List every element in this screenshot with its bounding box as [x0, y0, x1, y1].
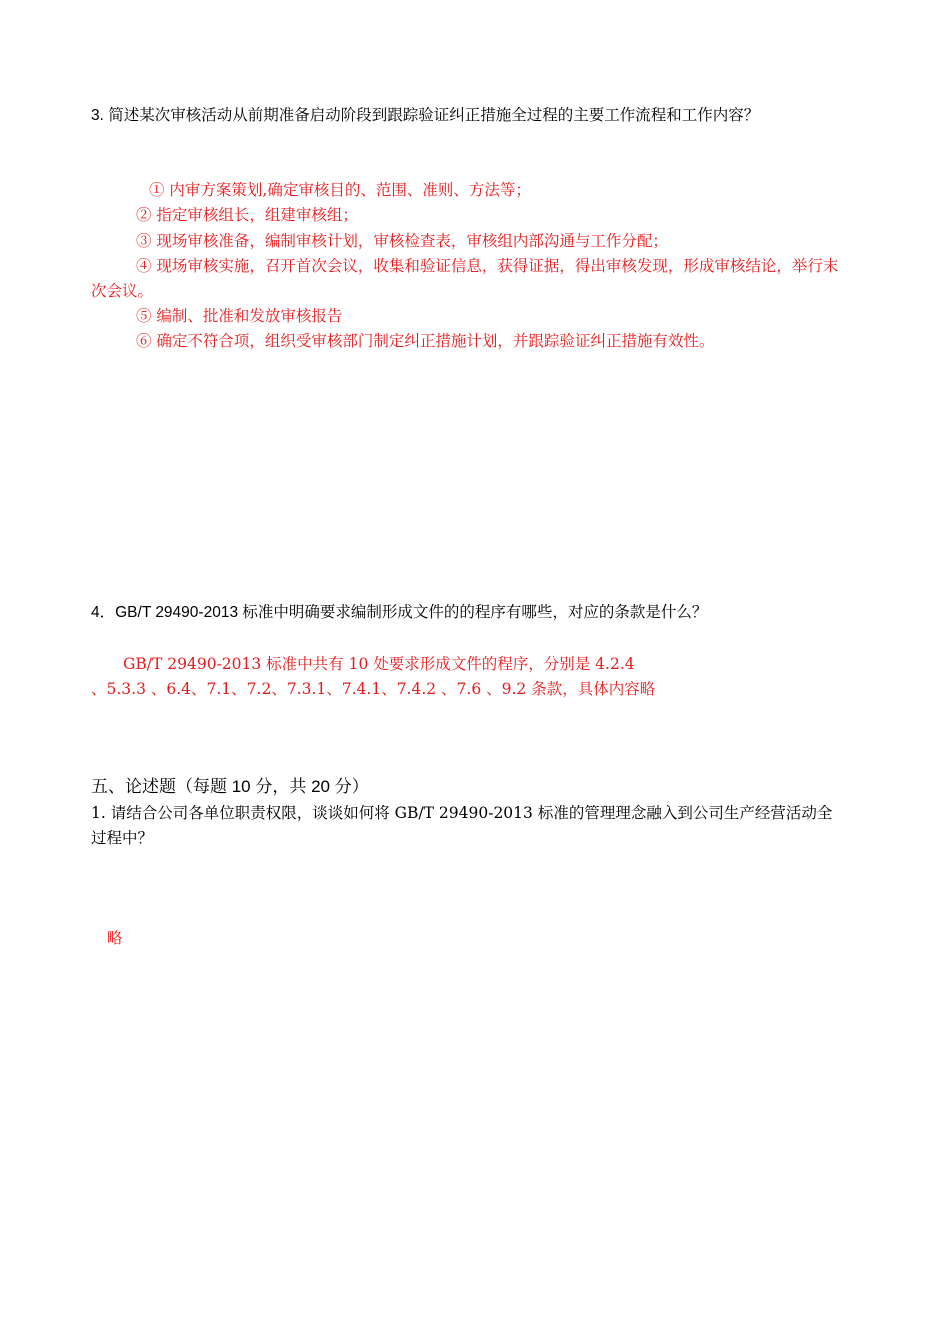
question-3: 3. 简述某次审核活动从前期准备启动阶段到跟踪验证纠正措施全过程的主要工作流程和工作内容？: [91, 107, 760, 124]
answer-line-2: 、5.3.3 、6.4、7.1、7.2、7.3.1、7.4.1、7.4.2 、7.6 、9.2 条款，具体内容略: [91, 680, 656, 698]
question-4: 4．GB/T 29490-2013 标准中明确要求编制形成文件的的程序有哪些，对应的条款是什么？: [91, 604, 708, 621]
essay-answer: 略: [107, 929, 123, 947]
essay-question-1-continued: 过程中？: [91, 829, 154, 847]
answer-line-1: GB/T 29490-2013 标准中共有 10 处要求形成文件的程序，分别是 4.2.4: [123, 655, 635, 673]
answer-item-4: ④ 现场审核实施，召开首次会议，收集和验证信息，获得证据，得出审核发现，形成审核结论，举行末: [136, 257, 839, 275]
answer-item-1: ① 内审方案策划,确定审核目的、范围、准则、方法等；: [149, 181, 531, 199]
answer-item-2: ② 指定审核组长，组建审核组；: [136, 206, 358, 224]
answer-item-5: ⑤ 编制、批准和发放审核报告: [136, 307, 343, 325]
answer-item-4-continued: 次会议。: [91, 282, 154, 300]
answer-item-6: ⑥ 确定不符合项，组织受审核部门制定纠正措施计划，并跟踪验证纠正措施有效性。: [136, 332, 715, 350]
section-5-heading: 五、论述题（每题 10 分，共 20 分）: [91, 777, 369, 796]
answer-item-3: ③ 现场审核准备，编制审核计划，审核检查表，审核组内部沟通与工作分配；: [136, 232, 668, 250]
essay-question-1: 1. 请结合公司各单位职责权限，谈谈如何将 GB/T 29490-2013 标准的管理理念融入到公司生产经营活动全: [91, 804, 833, 822]
